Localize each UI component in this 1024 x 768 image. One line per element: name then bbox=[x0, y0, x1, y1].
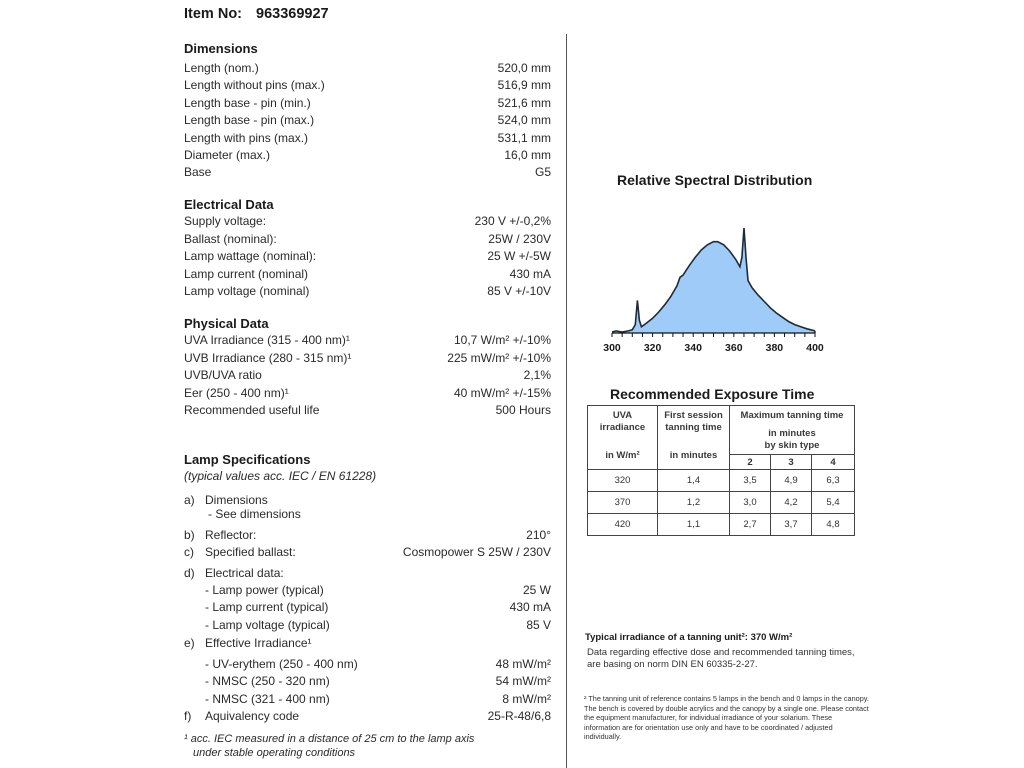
cell-uva: 420 bbox=[588, 514, 658, 536]
list-item bbox=[184, 674, 551, 691]
list-item bbox=[184, 165, 551, 182]
item-value: 85 V +/-10V bbox=[487, 284, 551, 298]
item-label: Length (nom.) bbox=[184, 61, 259, 75]
cell-t4: 4,8 bbox=[812, 514, 855, 536]
spec-c bbox=[184, 545, 551, 562]
item-label: Recommended useful life bbox=[184, 403, 320, 417]
item-label: Eer (250 - 400 nm)¹ bbox=[184, 385, 289, 400]
list-item bbox=[184, 351, 551, 368]
chart-title: Relative Spectral Distribution bbox=[617, 172, 813, 188]
lamp-specs-subtitle: (typical values acc. IEC / EN 61228) bbox=[184, 469, 377, 483]
exposure-table bbox=[587, 405, 855, 536]
list-item bbox=[184, 657, 551, 674]
item-label: - Lamp voltage (typical) bbox=[205, 617, 330, 632]
list-item bbox=[184, 600, 551, 617]
list-item bbox=[184, 232, 551, 249]
column-divider bbox=[566, 34, 567, 768]
item-label: Lamp wattage (nominal): bbox=[184, 249, 317, 263]
header-uva-unit: in W/m² bbox=[605, 450, 640, 461]
spec-c-letter: c) bbox=[184, 545, 194, 559]
lamp-specs-title: Lamp Specifications bbox=[184, 452, 311, 467]
item-label: UVB Irradiance (280 - 315 nm)¹ bbox=[184, 350, 352, 365]
header-first-line2: tanning time bbox=[665, 422, 722, 433]
cell-t4: 6,3 bbox=[812, 470, 855, 492]
spec-f-label: Aquivalency code bbox=[205, 709, 300, 723]
list-item bbox=[184, 214, 551, 231]
x-tick-label: 320 bbox=[643, 342, 662, 354]
header-first-line1: First session bbox=[664, 410, 723, 421]
lamp-specs-footnote-2: under stable operating conditions bbox=[193, 747, 356, 759]
item-number-heading bbox=[184, 6, 329, 22]
item-value: 520,0 mm bbox=[497, 61, 551, 75]
item-label: - UV-erythem (250 - 400 nm) bbox=[205, 657, 358, 671]
spec-e-letter: e) bbox=[184, 636, 195, 650]
header-first-unit: in minutes bbox=[669, 450, 718, 461]
norm-note: Data regarding effective dose and recommended tanning times, are basing on norm DIN EN 60335-2-27. bbox=[587, 647, 855, 670]
electrical-title: Electrical Data bbox=[184, 197, 274, 212]
item-value: G5 bbox=[534, 165, 551, 180]
spec-e bbox=[184, 636, 551, 653]
spec-a-label: Dimensions bbox=[205, 493, 268, 507]
header-max-line2: in minutes bbox=[768, 428, 816, 439]
cell-t3: 3,7 bbox=[771, 514, 812, 536]
item-value: 10,7 W/m² +/-10% bbox=[453, 333, 551, 347]
header-uva bbox=[588, 406, 658, 470]
item-label: Length without pins (max.) bbox=[184, 78, 325, 93]
spec-b-label: Reflector: bbox=[205, 528, 257, 542]
item-label: Lamp current (nominal) bbox=[184, 266, 309, 281]
header-uva-line1: UVA bbox=[612, 410, 633, 421]
item-value: 25 W +/-5W bbox=[487, 249, 551, 263]
item-value: 524,0 mm bbox=[497, 113, 551, 128]
cell-first: 1,1 bbox=[658, 514, 730, 536]
dimensions-title: Dimensions bbox=[184, 41, 258, 56]
cell-t2: 3,5 bbox=[730, 470, 771, 492]
header-skin-type-4: 4 bbox=[812, 455, 855, 470]
spec-e-label: Effective Irradiance¹ bbox=[205, 636, 312, 650]
cell-t2: 2,7 bbox=[730, 514, 771, 536]
header-skin-type-2: 2 bbox=[730, 455, 771, 470]
table-row bbox=[588, 492, 855, 514]
list-item bbox=[184, 113, 551, 130]
list-item bbox=[184, 618, 551, 635]
list-item bbox=[184, 368, 551, 385]
item-value: 8 mW/m² bbox=[502, 691, 551, 706]
spec-d bbox=[184, 566, 551, 583]
item-label: Diameter (max.) bbox=[184, 148, 271, 162]
item-label: - Lamp current (typical) bbox=[205, 600, 329, 615]
cell-first: 1,2 bbox=[658, 492, 730, 514]
spec-a-letter: a) bbox=[184, 493, 195, 507]
table-row bbox=[588, 470, 855, 492]
item-value: 25W / 230V bbox=[488, 231, 551, 246]
list-item bbox=[184, 333, 551, 350]
item-value: 48 mW/m² bbox=[495, 657, 551, 671]
list-item bbox=[184, 78, 551, 95]
list-item bbox=[184, 583, 551, 600]
cell-first: 1,4 bbox=[658, 470, 730, 492]
cell-t3: 4,2 bbox=[771, 492, 812, 514]
spec-f-value: 25-R-48/6,8 bbox=[487, 709, 551, 723]
physical-title: Physical Data bbox=[184, 316, 269, 331]
list-item bbox=[184, 61, 551, 78]
header-first-session bbox=[658, 406, 730, 470]
list-item bbox=[184, 403, 551, 420]
header-max-tanning bbox=[730, 406, 855, 455]
list-item bbox=[184, 386, 551, 403]
x-tick-label: 380 bbox=[765, 342, 784, 354]
header-max-line1: Maximum tanning time bbox=[740, 410, 844, 421]
lamp-specs-footnote-1: ¹ acc. IEC measured in a distance of 25 cm to the lamp axis bbox=[184, 733, 475, 745]
table-row bbox=[588, 514, 855, 536]
item-value: 85 V bbox=[526, 617, 551, 632]
item-value: 516,9 mm bbox=[497, 78, 551, 93]
item-value: 40 mW/m² +/-15% bbox=[453, 385, 551, 400]
spec-d-letter: d) bbox=[184, 566, 195, 580]
item-value: 430 mA bbox=[509, 266, 551, 281]
header-uva-line2: irradiance bbox=[599, 422, 646, 433]
item-value: 54 mW/m² bbox=[495, 674, 551, 689]
item-label: Length base - pin (max.) bbox=[184, 113, 315, 128]
spectral-distribution-chart bbox=[596, 215, 836, 360]
item-value: 25 W bbox=[522, 583, 551, 597]
spec-f bbox=[184, 709, 551, 726]
typical-irradiance-note: Typical irradiance of a tanning unit²: 370 W/m² bbox=[585, 632, 793, 643]
list-item bbox=[184, 284, 551, 301]
reference-unit-footnote: ² The tanning unit of reference contains 5 lamps in the bench and 0 lamps in the canopy. The bench is covered by double acrylics and the canopy by a single one. Please contact the equipment manufacturer, for individual irradiance of your solarium. These information are for orientation use only and have to be coordinated / adjusted individually. bbox=[584, 694, 869, 742]
item-label: - NMSC (250 - 320 nm) bbox=[205, 674, 330, 689]
item-label: Supply voltage: bbox=[184, 214, 267, 228]
header-skin-type-3: 3 bbox=[771, 455, 812, 470]
x-tick-label: 300 bbox=[603, 342, 621, 354]
spec-b bbox=[184, 528, 551, 545]
item-value: 531,1 mm bbox=[497, 130, 551, 145]
list-item bbox=[184, 131, 551, 148]
spec-c-value: Cosmopower S 25W / 230V bbox=[402, 545, 551, 559]
spec-c-label: Specified ballast: bbox=[205, 545, 296, 559]
cell-t2: 3,0 bbox=[730, 492, 771, 514]
item-label: Ballast (nominal): bbox=[184, 231, 277, 246]
cell-uva: 370 bbox=[588, 492, 658, 514]
item-number-value: 963369927 bbox=[256, 6, 329, 22]
spec-b-letter: b) bbox=[184, 528, 195, 542]
x-tick-label: 400 bbox=[806, 342, 824, 354]
list-item bbox=[184, 267, 551, 284]
item-number-label: Item No: bbox=[184, 6, 242, 22]
x-tick-label: 340 bbox=[684, 342, 702, 354]
item-value: 2,1% bbox=[523, 368, 551, 382]
item-label: - Lamp power (typical) bbox=[205, 583, 324, 597]
spec-a-sub bbox=[184, 507, 551, 524]
item-label: - NMSC (321 - 400 nm) bbox=[205, 691, 330, 706]
item-value: 16,0 mm bbox=[504, 148, 551, 162]
item-label: Length with pins (max.) bbox=[184, 130, 309, 145]
exposure-title: Recommended Exposure Time bbox=[610, 386, 815, 402]
spec-b-value: 210° bbox=[526, 528, 551, 542]
item-label: UVA Irradiance (315 - 400 nm)¹ bbox=[184, 333, 350, 347]
spec-d-label: Electrical data: bbox=[205, 566, 284, 580]
item-label: Length base - pin (min.) bbox=[184, 95, 311, 110]
list-item bbox=[184, 96, 551, 113]
item-value: 230 V +/-0,2% bbox=[474, 214, 551, 228]
spec-f-letter: f) bbox=[184, 709, 192, 723]
list-item bbox=[184, 148, 551, 165]
cell-t4: 5,4 bbox=[812, 492, 855, 514]
spec-a-sub-label: - See dimensions bbox=[208, 507, 301, 521]
x-tick-label: 360 bbox=[725, 342, 743, 354]
spectrum-area bbox=[612, 228, 815, 333]
list-item bbox=[184, 249, 551, 266]
cell-t3: 4,9 bbox=[771, 470, 812, 492]
item-label: Base bbox=[184, 165, 212, 180]
item-value: 500 Hours bbox=[495, 403, 551, 417]
cell-uva: 320 bbox=[588, 470, 658, 492]
item-value: 521,6 mm bbox=[497, 95, 551, 110]
list-item bbox=[184, 692, 551, 709]
item-label: Lamp voltage (nominal) bbox=[184, 284, 310, 298]
item-value: 225 mW/m² +/-10% bbox=[447, 350, 551, 365]
item-value: 430 mA bbox=[509, 600, 551, 615]
item-label: UVB/UVA ratio bbox=[184, 368, 262, 382]
header-max-line3: by skin type bbox=[764, 440, 820, 451]
